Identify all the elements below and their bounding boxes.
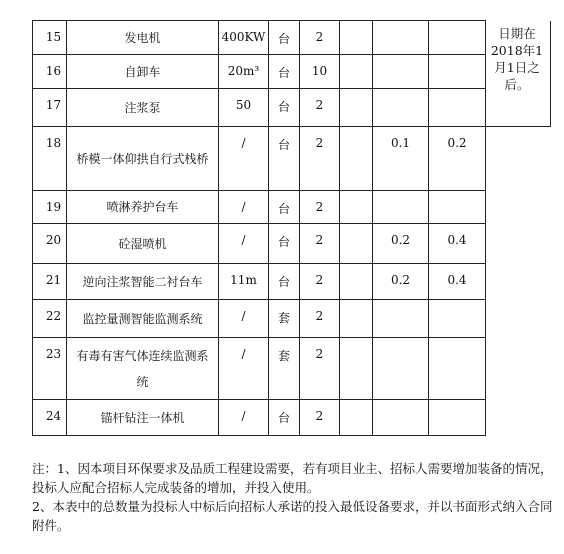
equipment-spec: / <box>219 400 269 436</box>
value-cell-2 <box>429 300 486 338</box>
value-cell-2 <box>429 21 486 55</box>
table-row <box>33 300 551 338</box>
table-notes <box>32 459 554 535</box>
equipment-qty: 2 <box>300 300 340 338</box>
equipment-spec: 20m³ <box>219 55 269 89</box>
value-cell-1 <box>373 300 429 338</box>
row-number: 20 <box>33 224 67 264</box>
remark-cell <box>486 21 551 127</box>
value-cell-2: 0.2 <box>429 127 486 191</box>
equipment-qty: 2 <box>300 127 340 191</box>
equipment-qty: 10 <box>300 55 340 89</box>
empty-cell <box>340 89 373 127</box>
equipment-name: 发电机 <box>67 21 219 55</box>
value-cell-1 <box>373 89 429 127</box>
equipment-unit: 台 <box>269 21 300 55</box>
equipment-qty: 2 <box>300 89 340 127</box>
equipment-unit: 台 <box>269 127 300 191</box>
value-cell-1 <box>373 400 429 436</box>
value-cell-1 <box>373 21 429 55</box>
equipment-name: 砼湿喷机 <box>67 224 219 264</box>
equipment-name: 注浆泵 <box>67 89 219 127</box>
equipment-spec: / <box>219 127 269 191</box>
row-number: 16 <box>33 55 67 89</box>
table-row <box>33 191 551 224</box>
empty-cell <box>340 191 373 224</box>
value-cell-1 <box>373 338 429 400</box>
table-row <box>33 400 551 436</box>
equipment-spec: / <box>219 224 269 264</box>
equipment-qty: 2 <box>300 191 340 224</box>
equipment-name: 监控量测智能监测系统 <box>67 300 219 338</box>
row-number: 15 <box>33 21 67 55</box>
row-number: 24 <box>33 400 67 436</box>
note-1: 注：1、因本项目环保要求及品质工程建设需要，若有项目业主、招标人需要增加装备的情况，投标人应配合招标人完成装备的增加，并投入使用。 <box>32 461 553 495</box>
remark-line: 月1日之 <box>494 59 540 75</box>
equipment-name: 有毒有害气体连续监测系统 <box>67 338 219 400</box>
empty-cell <box>340 127 373 191</box>
equipment-spec: / <box>219 300 269 338</box>
equipment-unit: 套 <box>269 338 300 400</box>
equipment-spec: 400KW <box>219 21 269 55</box>
equipment-unit: 台 <box>269 400 300 436</box>
row-number: 17 <box>33 89 67 127</box>
equipment-qty: 2 <box>300 21 340 55</box>
value-cell-2 <box>429 89 486 127</box>
value-cell-1 <box>373 191 429 224</box>
equipment-qty: 2 <box>300 338 340 400</box>
value-cell-2 <box>429 338 486 400</box>
table-row <box>33 338 551 400</box>
equipment-qty: 2 <box>300 264 340 300</box>
value-cell-2 <box>429 55 486 89</box>
empty-cell <box>340 21 373 55</box>
equipment-spec: 11m <box>219 264 269 300</box>
table-body <box>33 21 551 436</box>
equipment-name: 自卸车 <box>67 55 219 89</box>
empty-cell <box>340 400 373 436</box>
equipment-unit: 台 <box>269 191 300 224</box>
equipment-name: 桥模一体仰拱自行式栈桥 <box>67 127 219 191</box>
equipment-spec: / <box>219 191 269 224</box>
empty-cell <box>340 264 373 300</box>
table-row <box>33 224 551 264</box>
equipment-qty: 2 <box>300 400 340 436</box>
remark-line: 后。 <box>504 76 530 92</box>
equipment-name: 喷淋养护台车 <box>67 191 219 224</box>
table-row <box>33 89 551 127</box>
empty-cell <box>340 338 373 400</box>
table-row <box>33 55 551 89</box>
row-number: 19 <box>33 191 67 224</box>
table-row <box>33 264 551 300</box>
value-cell-1 <box>373 55 429 89</box>
equipment-unit: 套 <box>269 300 300 338</box>
remark-line: 2018年1 <box>490 42 544 58</box>
equipment-spec: / <box>219 338 269 400</box>
empty-cell <box>340 55 373 89</box>
remark-cell-blank <box>486 127 551 436</box>
empty-cell <box>340 224 373 264</box>
equipment-unit: 台 <box>269 89 300 127</box>
value-cell-2: 0.4 <box>429 264 486 300</box>
note-2: 2、本表中的总数量为投标人中标后向招标人承诺的投入最低设备要求，并以书面形式纳入合同附件。 <box>32 499 553 533</box>
table-row <box>33 127 551 191</box>
row-number: 18 <box>33 127 67 191</box>
equipment-spec: 50 <box>219 89 269 127</box>
remark-line: 日期在 <box>498 25 536 41</box>
value-cell-1: 0.2 <box>373 224 429 264</box>
value-cell-1: 0.1 <box>373 127 429 191</box>
equipment-unit: 台 <box>269 224 300 264</box>
value-cell-2 <box>429 191 486 224</box>
row-number: 22 <box>33 300 67 338</box>
value-cell-2: 0.4 <box>429 224 486 264</box>
equipment-unit: 台 <box>269 55 300 89</box>
equipment-unit: 台 <box>269 264 300 300</box>
table-row <box>33 21 551 55</box>
equipment-qty: 2 <box>300 224 340 264</box>
row-number: 21 <box>33 264 67 300</box>
value-cell-2 <box>429 400 486 436</box>
equipment-table <box>32 20 551 436</box>
row-number: 23 <box>33 338 67 400</box>
value-cell-1: 0.2 <box>373 264 429 300</box>
equipment-name: 逆向注浆智能二衬台车 <box>67 264 219 300</box>
equipment-name: 锚杆钻注一体机 <box>67 400 219 436</box>
empty-cell <box>340 300 373 338</box>
